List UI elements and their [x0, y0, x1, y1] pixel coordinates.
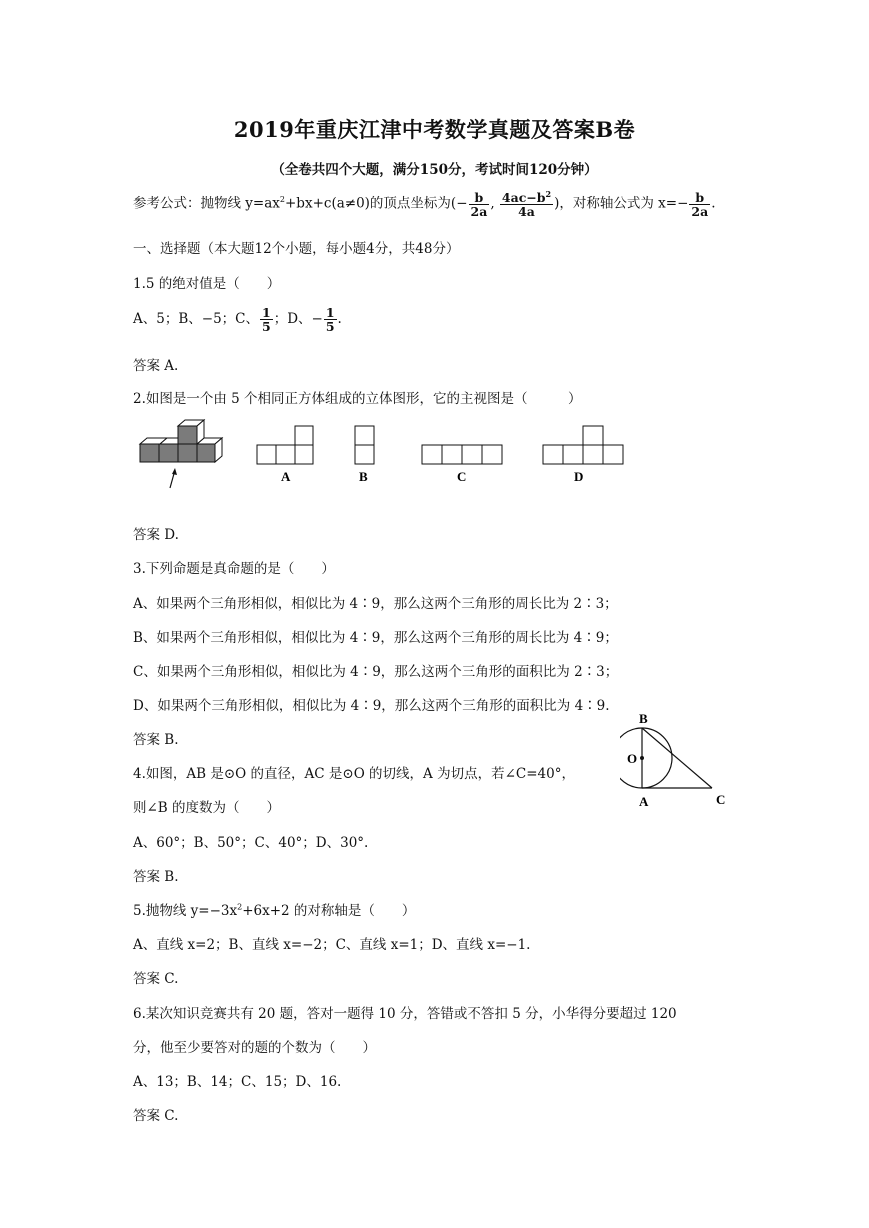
option-a-view: [257, 426, 313, 464]
question-5: 5.抛物线 $y=-3x^2+6x+2$ 的对称轴是（ ）: [133, 902, 416, 919]
question-4-cont: 则∠B 的度数为（ ）: [133, 800, 281, 816]
exam-info: （全卷共四个大题，满分150分，考试时间120分钟）: [271, 162, 598, 178]
question-6: 6.某次知识竞赛共有 20 题，答对一题得 10 分，答错或不答扣 5 分，小华得分要超过 120: [133, 1006, 677, 1022]
question-4-figure: [620, 710, 740, 810]
question-3: 3.下列命题是真命题的是（ ）: [133, 561, 335, 577]
label-a: A: [639, 794, 649, 809]
option-b-label: B: [359, 469, 368, 484]
answer-3: 答案 B.: [133, 732, 179, 748]
question-3-option-a: A、如果两个三角形相似，相似比为 4∶9，那么这两个三角形的周长比为 2∶3；: [133, 596, 618, 612]
option-b-view: [355, 426, 374, 464]
reference-formula: 参考公式：抛物线 $y=ax^2+bx+c(a\ne 0)$的顶点坐标为(− $\frac{b}{2a}$ , $\frac{4ac-b^2}{4a}$ )，对称轴公式为 x=− $\frac{b}{2a}$ .: [133, 189, 716, 220]
question-6-options: A、13；B、14；C、15；D、16.: [133, 1074, 342, 1090]
center-point: [640, 756, 644, 760]
view-arrow: [170, 468, 177, 488]
question-4-options: A、60°；B、50°；C、40°；D、30°.: [133, 835, 369, 851]
segment-bc: [642, 728, 712, 788]
vertex-y-fraction: $\frac{4ac-b^2}{4a}$: [501, 189, 552, 220]
question-4: 4.如图，AB 是⊙O 的直径，AC 是⊙O 的切线，A 为切点，若∠C=40°，: [133, 766, 575, 782]
axis-fraction: $\frac{b}{2a}$: [691, 189, 709, 219]
answer-1: 答案 A.: [133, 358, 179, 374]
vertex-x-fraction: $\frac{b}{2a}$: [470, 189, 488, 219]
question-2: 2.如图是一个由 5 个相同正方体组成的立体图形，它的主视图是（ ）: [133, 391, 582, 407]
option-d-label: D: [574, 469, 584, 484]
question-3-option-d: D、如果两个三角形相似，相似比为 4∶9，那么这两个三角形的面积比为 4∶9.: [133, 698, 610, 714]
question-1-options: A、5；B、−5；C、 $\frac{1}{5}$ ；D、− $\frac{1}{5}$ .: [133, 305, 342, 335]
label-c: C: [716, 792, 726, 807]
question-6-cont: 分，他至少要答对的题的个数为（ ）: [133, 1040, 376, 1056]
option-d-view: [543, 426, 623, 464]
answer-4: 答案 B.: [133, 869, 179, 885]
section-heading: 一、选择题（本大题12个小题，每小题4分，共48分）: [133, 241, 460, 257]
page-title: 2019年重庆江津中考数学真题及答案B卷: [233, 117, 636, 142]
label-o: O: [627, 751, 638, 766]
question-3-option-c: C、如果两个三角形相似，相似比为 4∶9，那么这两个三角形的面积比为 2∶3；: [133, 664, 619, 680]
question-5-options: A、直线 x=2；B、直线 x=−2；C、直线 x=1；D、直线 x=−1.: [133, 937, 531, 953]
option-c-view: [422, 445, 502, 464]
answer-2: 答案 D.: [133, 527, 179, 543]
answer-5: 答案 C.: [133, 971, 179, 987]
label-b: B: [639, 711, 648, 726]
option-a-label: A: [281, 469, 291, 484]
option-c-label: C: [457, 469, 467, 484]
question-2-figure: [133, 418, 653, 496]
solid-figure: [140, 420, 222, 462]
question-3-option-b: B、如果两个三角形相似，相似比为 4∶9，那么这两个三角形的周长比为 4∶9；: [133, 630, 618, 646]
answer-6: 答案 C.: [133, 1108, 179, 1124]
question-1: 1.5 的绝对值是（ ）: [133, 276, 281, 292]
